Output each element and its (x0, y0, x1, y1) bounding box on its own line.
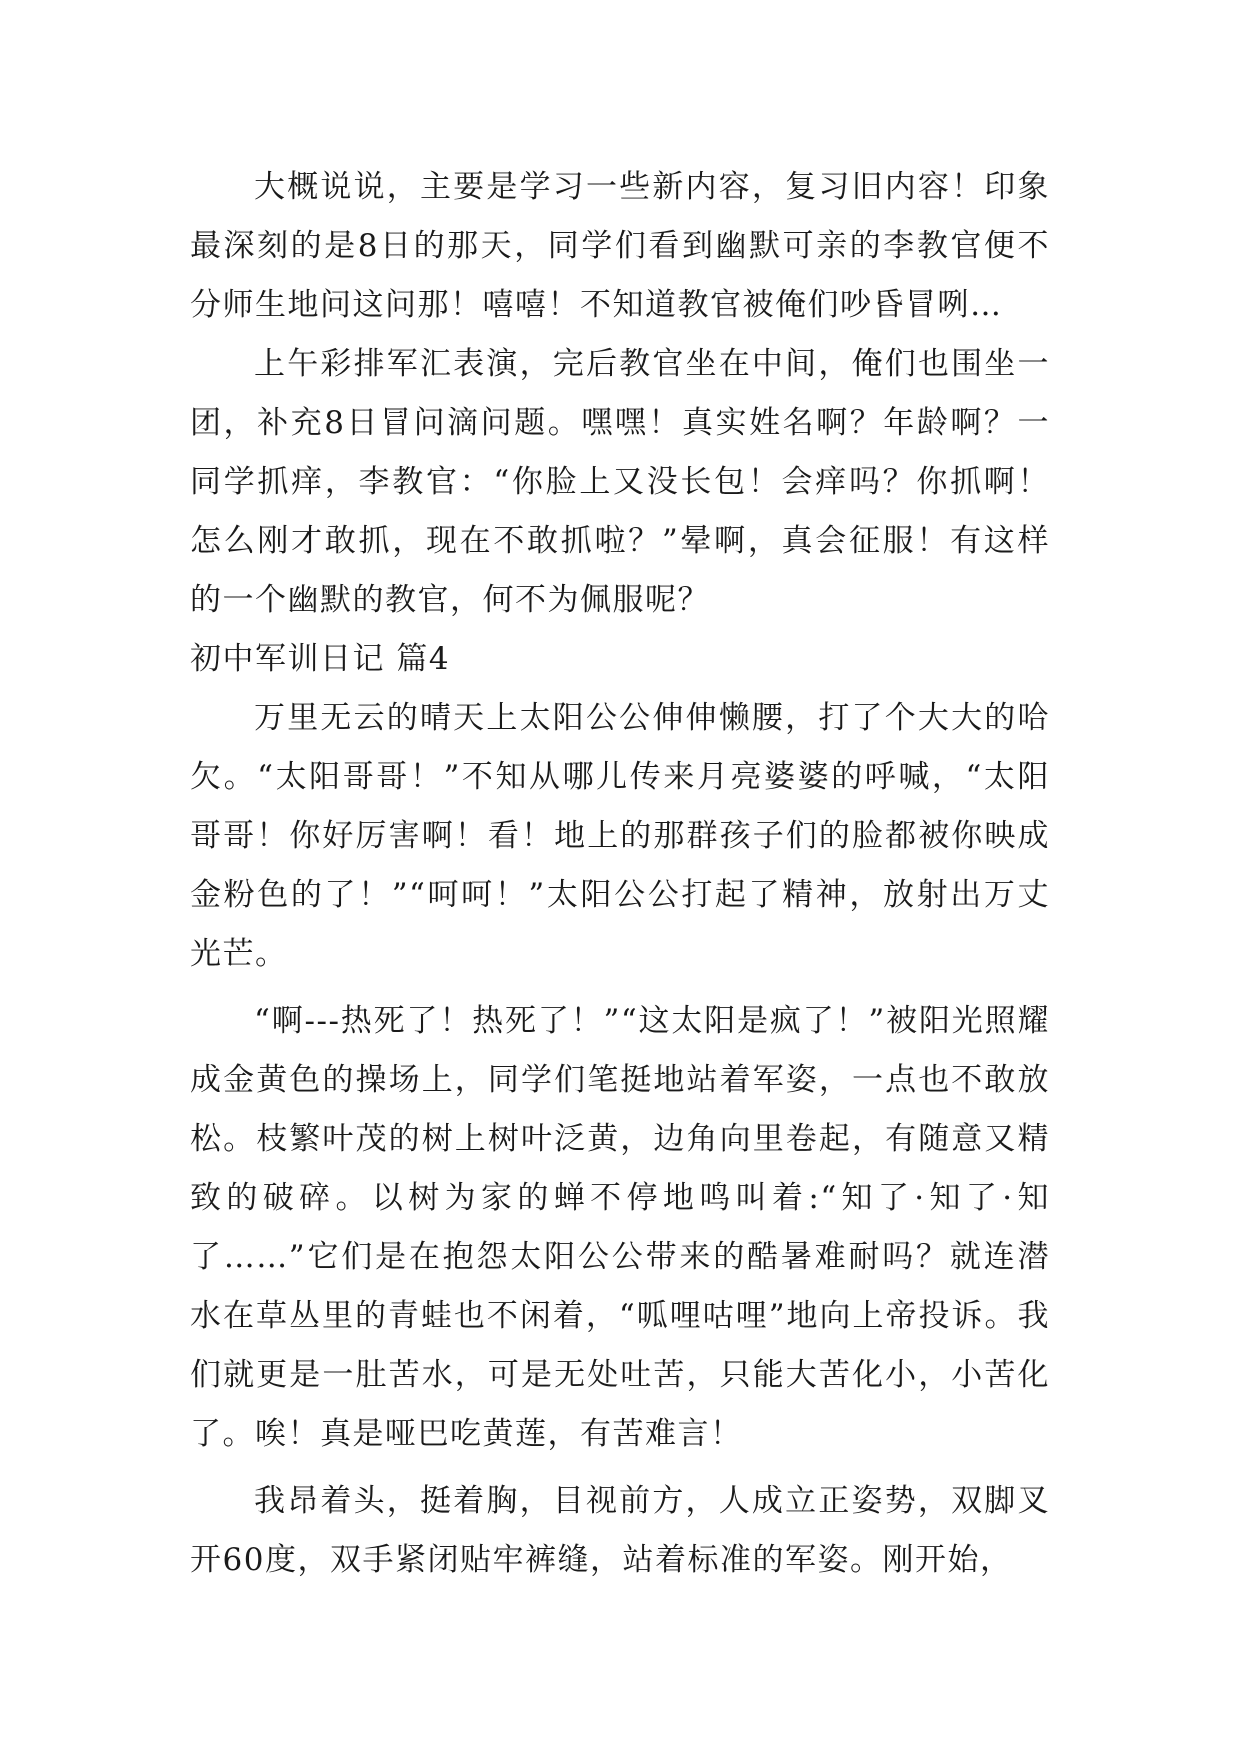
document-page (190, 158, 1050, 1590)
paragraph-3: 万里无云的晴天上太阳公公伸伸懒腰，打了个大大的哈欠。“太阳哥哥！”不知从哪儿传来月亮婆婆的呼喊，“太阳哥哥！你好厉害啊！看！地上的那群孩子们的脸都被你映成金粉色的了！”“呵呵！”太阳公公打起了精神，放射出万丈光芒。 (190, 700, 1050, 972)
paragraph-4: “啊---热死了！热死了！”“这太阳是疯了！”被阳光照耀成金黄色的操场上，同学们笔挺地站着军姿，一点也不敢放松。枝繁叶茂的树上树叶泛黄，边角向里卷起，有随意又精致的破碎。以树为家的蝉不停地鸣叫着:“知了·知了·知了……”它们是在抱怨太阳公公带来的酷暑难耐吗？就连潜水在草丛里的青蛙也不闲着，“呱哩咕哩”地向上帝投诉。我们就更是一肚苦水，可是无处吐苦，只能大苦化小，小苦化了。唉！真是哑巴吃黄莲，有苦难言！ (190, 1003, 1050, 1452)
paragraph-5: 我昂着头，挺着胸，目视前方，人成立正姿势，双脚叉开60度，双手紧闭贴牢裤缝，站着标准的军姿。刚开始， (190, 1483, 1050, 1578)
section-title: 初中军训日记 篇4 (190, 641, 451, 677)
paragraph-2: 上午彩排军汇表演，完后教官坐在中间，俺们也围坐一团，补充8日冒问滴问题。嘿嘿！真实姓名啊？年龄啊？一同学抓痒，李教官：“你脸上又没长包！会痒吗？你抓啊！怎么刚才敢抓，现在不敢抓啦？”晕啊，真会征服！有这样的一个幽默的教官，何不为佩服呢？ (190, 346, 1050, 618)
paragraph-1: 大概说说，主要是学习一些新内容，复习旧内容！印象最深刻的是8日的那天，同学们看到幽默可亲的李教官便不分师生地问这问那！嘻嘻！不知道教官被俺们吵昏冒咧… (190, 169, 1050, 323)
